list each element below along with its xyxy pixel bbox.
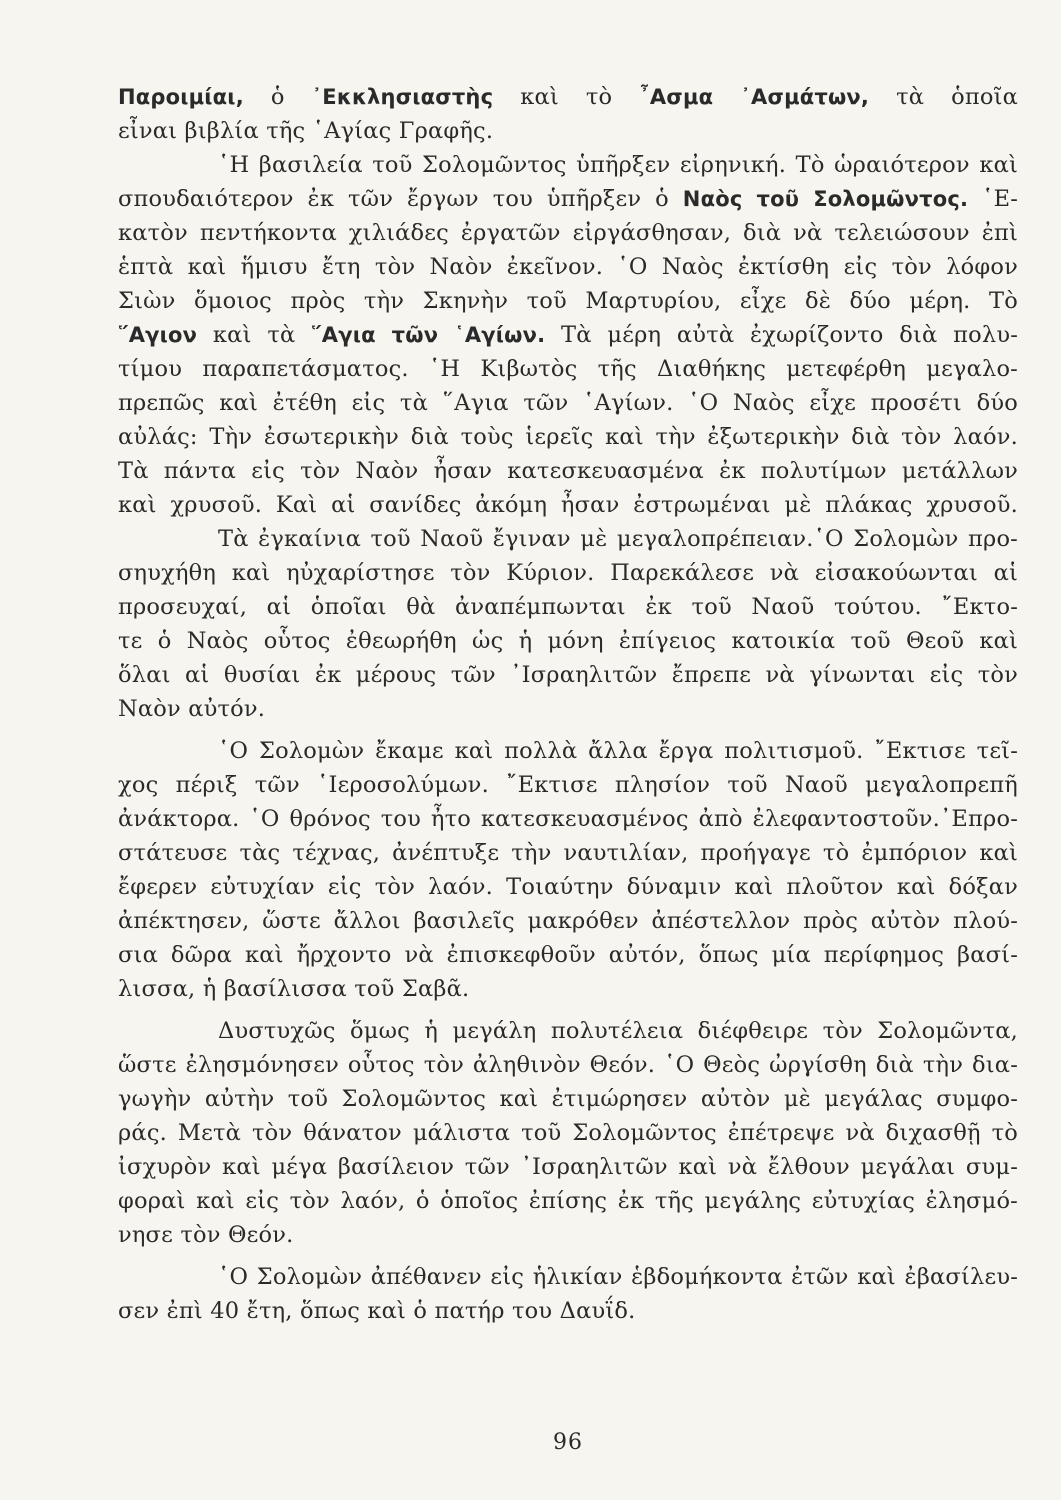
text-line: ῾Η βασιλεία τοῦ Σολομῶντος ὑπῆρξεν εἰρηνική. Τὸ ὡραιότερον καὶ — [218, 152, 1018, 178]
text-line: κατὸν πεντήκοντα χιλιάδες ἐργατῶν εἰργάσθησαν, διὰ νὰ τελειώσουν ἐπὶ — [118, 220, 1018, 246]
text-line: προσευχαί, αἱ ὁποῖαι θὰ ἀναπέμπωνται ἐκ τοῦ Ναοῦ τούτου. ῎Εκτο- — [118, 594, 1018, 620]
text-line: καὶ χρυσοῦ. Καὶ αἱ σανίδες ἀκόμη ἦσαν ἐστρωμέναι μὲ πλάκας χρυσοῦ. — [118, 492, 1018, 518]
text-line: στάτευσε τὰς τέχνας, ἀνέπτυξε τὴν ναυτιλίαν, προήγαγε τὸ ἐμπόριον καὶ — [118, 840, 1018, 866]
text-line: νησε τὸν Θεόν. — [118, 1222, 294, 1248]
bold-term: Ναὸς τοῦ Σολομῶντος. — [682, 187, 969, 211]
bold-term: ᾿Εκκλησιαστὴς — [311, 85, 494, 109]
text-line: ῾Ο Σολομὼν ἔκαμε καὶ πολλὰ ἄλλα ἔργα πολιτισμοῦ. ῎Εκτισε τεῖ- — [218, 738, 1018, 764]
text-line: ἰσχυρὸν καὶ μέγα βασίλειον τῶν ᾿Ισραηλιτῶν καὶ νὰ ἔλθουν μεγάλαι συμ- — [118, 1154, 1018, 1180]
bold-term: ῞Αγια τῶν ῾Αγίων. — [311, 323, 546, 347]
text-line: Ναὸν αὐτόν. — [118, 696, 266, 722]
text-line: Δυστυχῶς ὅμως ἡ μεγάλη πολυτέλεια διέφθειρε τὸν Σολομῶντα, — [218, 1018, 1018, 1044]
text-line: ὅλαι αἱ θυσίαι ἐκ μέρους τῶν ᾿Ισραηλιτῶν ἔπρεπε νὰ γίνωνται εἰς τὸν — [118, 662, 1018, 688]
bold-term: ῏Ασμα ᾿Ασμάτων, — [639, 85, 870, 109]
text-line: Σιὼν ὅμοιος πρὸς τὴν Σκηνὴν τοῦ Μαρτυρίου, εἶχε δὲ δύο μέρη. Τὸ — [118, 288, 1018, 314]
text-line: λισσα, ἡ βασίλισσα τοῦ Σαβᾶ. — [118, 976, 470, 1002]
text-line: ὥστε ἐλησμόνησεν οὗτος τὸν ἀληθινὸν Θεόν. ῾Ο Θεὸς ὠργίσθη διὰ τὴν δια- — [118, 1052, 1018, 1078]
text-line: σπουδαιότερον ἐκ τῶν ἔργων του ὑπῆρξεν ὁ Ναὸς τοῦ Σολομῶντος. ῾Ε- — [118, 186, 1019, 212]
bold-term: ῞Αγιον — [118, 323, 198, 347]
text-line: γωγὴν αὐτὴν τοῦ Σολομῶντος καὶ ἐτιμώρησεν αὐτὸν μὲ μεγάλας συμφο- — [118, 1086, 1018, 1112]
text-line: Παροιμίαι, ὁ ᾿Εκκλησιαστὴς καὶ τὸ ῏Ασμα ᾿Ασμάτων, τὰ ὁποῖα — [118, 84, 1018, 110]
text-line: τε ὁ Ναὸς οὗτος ἐθεωρήθη ὡς ἡ μόνη ἐπίγειος κατοικία τοῦ Θεοῦ καὶ — [118, 628, 1018, 654]
bold-term: Παροιμίαι, — [118, 85, 244, 109]
text-line: Τὰ ἐγκαίνια τοῦ Ναοῦ ἔγιναν μὲ μεγαλοπρέπειαν.῾Ο Σολομὼν προ- — [218, 526, 1018, 552]
text-line: ἔφερεν εὐτυχίαν εἰς τὸν λαόν. Τοιαύτην δύναμιν καὶ πλοῦτον καὶ δόξαν — [118, 874, 1018, 900]
text-line: ῾Ο Σολομὼν ἀπέθανεν εἰς ἡλικίαν ἑβδομήκοντα ἐτῶν καὶ ἐβασίλευ- — [218, 1264, 1018, 1290]
text-line: ἀπέκτησεν, ὥστε ἄλλοι βασιλεῖς μακρόθεν ἀπέστελλον πρὸς αὐτὸν πλού- — [118, 908, 1018, 934]
text-line: φοραὶ καὶ εἰς τὸν λαόν, ὁ ὁποῖος ἐπίσης ἐκ τῆς μεγάλης εὐτυχίας ἐλησμό- — [118, 1188, 1018, 1214]
text-line: ἀνάκτορα. ῾Ο θρόνος του ἦτο κατεσκευασμένος ἀπὸ ἐλεφαντοστοῦν.᾿Επρο- — [118, 806, 1018, 832]
text-line: ράς. Μετὰ τὸν θάνατον μάλιστα τοῦ Σολομῶντος ἐπέτρεψε νὰ διχασθῇ τὸ — [118, 1120, 1018, 1146]
page-number: 96 — [553, 1430, 583, 1455]
text-line: τίμου παραπετάσματος. ῾Η Κιβωτὸς τῆς Διαθήκης μετεφέρθη μεγαλο- — [118, 356, 1018, 382]
text-line: σεν ἐπὶ 40 ἔτη, ὅπως καὶ ὁ πατήρ του Δαυΐδ. — [118, 1298, 636, 1324]
book-page — [118, 80, 1018, 1480]
text-line: ἑπτὰ καὶ ἥμισυ ἔτη τὸν Ναὸν ἐκεῖνον. ῾Ο Ναὸς ἐκτίσθη εἰς τὸν λόφον — [118, 254, 1018, 280]
text-line: σηυχήθη καὶ ηὐχαρίστησε τὸν Κύριον. Παρεκάλεσε νὰ εἰσακούωνται αἱ — [118, 560, 1018, 586]
text-line: ῞Αγιον καὶ τὰ ῞Αγια τῶν ῾Αγίων. Τὰ μέρη αὐτὰ ἐχωρίζοντο διὰ πολυ- — [118, 322, 1018, 348]
text-line: Τὰ πάντα εἰς τὸν Ναὸν ἦσαν κατεσκευασμένα ἐκ πολυτίμων μετάλλων — [118, 458, 1018, 484]
text-line: πρεπῶς καὶ ἐτέθη εἰς τὰ ῞Αγια τῶν ῾Αγίων. ῾Ο Ναὸς εἶχε προσέτι δύο — [118, 390, 1018, 416]
text-line: χος πέριξ τῶν ῾Ιεροσολύμων. ῎Εκτισε πλησίον τοῦ Ναοῦ μεγαλοπρεπῆ — [118, 772, 1018, 798]
text-line: σια δῶρα καὶ ἤρχοντο νὰ ἐπισκεφθοῦν αὐτόν, ὅπως μία περίφημος βασί- — [118, 942, 1018, 968]
text-line: αὐλάς: Τὴν ἐσωτερικὴν διὰ τοὺς ἱερεῖς καὶ τὴν ἐξωτερικὴν διὰ τὸν λαόν. — [118, 424, 1018, 450]
text-line: εἶναι βιβλία τῆς ῾Αγίας Γραφῆς. — [118, 118, 494, 144]
